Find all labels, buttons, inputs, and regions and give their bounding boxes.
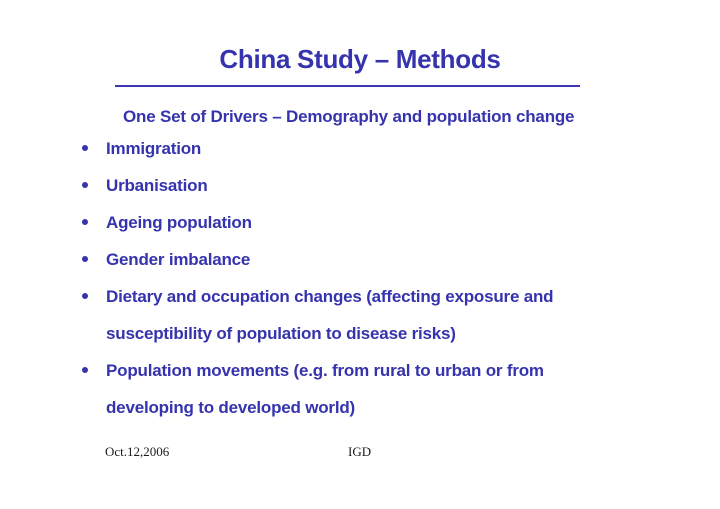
bullet-item	[80, 130, 590, 167]
bullet-item	[80, 278, 590, 352]
bullet-text: Gender imbalance	[106, 250, 251, 269]
bullet-item	[80, 352, 590, 426]
bullet-list	[80, 130, 590, 426]
bullet-text: Ageing population	[106, 213, 252, 232]
footer-org: IGD	[348, 444, 372, 459]
bullet-item	[80, 167, 590, 204]
title-underline	[115, 85, 580, 87]
bullet-text: Urbanisation	[106, 176, 208, 195]
footer-date: Oct.12,2006	[105, 444, 170, 459]
bullet-text: Immigration	[106, 139, 202, 158]
bullet-item	[80, 204, 590, 241]
slide-title: China Study – Methods	[219, 44, 501, 74]
slide-subtitle: One Set of Drivers – Demography and population change	[123, 107, 575, 126]
bullet-item	[80, 241, 590, 278]
bullet-text: Population movements (e.g. from rural to urban or from developing to developed world)	[106, 361, 544, 417]
bullet-text: Dietary and occupation changes (affecting exposure and susceptibility of population to disease risks)	[106, 287, 554, 343]
